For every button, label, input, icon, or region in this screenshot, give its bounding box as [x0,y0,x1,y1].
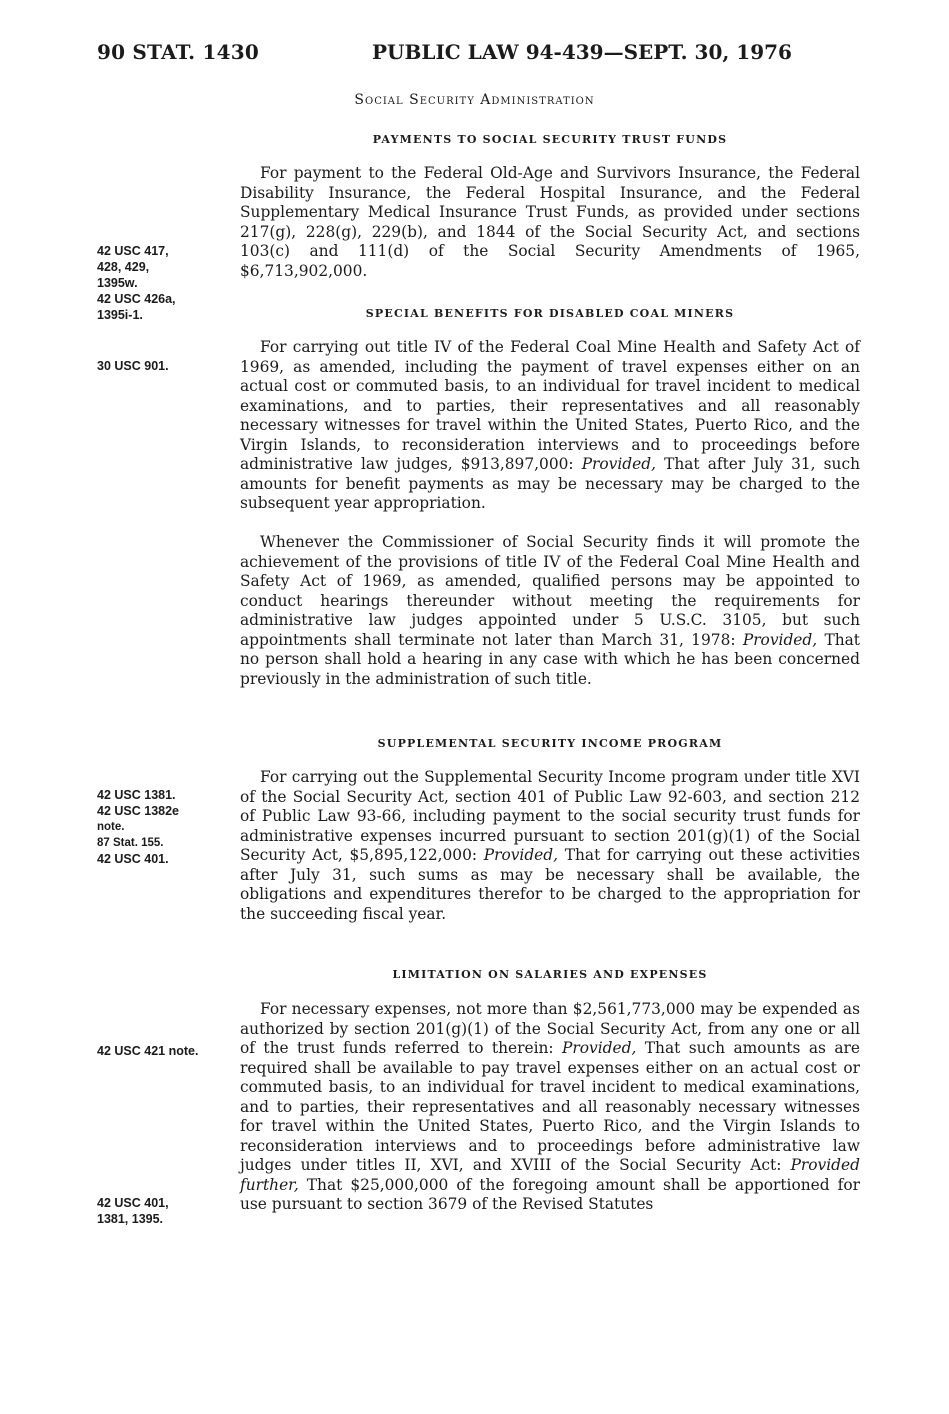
text-run: Whenever the Commissioner of Social Security finds it will promote the achievement of the provisions of title IV of the Federal Coal Mine Health and Safety Act of 1969, as amended, qualified persons may be appointed to conduct hearings thereunder without meeting the requirements for administrative law judges appointed under 5 U.S.C. 3105, but such appointments shall terminate not later than March 31, 1978: [240,533,860,649]
margin-note-line: 87 Stat. 155. [97,837,164,849]
law-title: PUBLIC LAW 94-439—SEPT. 30, 1976 [372,40,792,64]
margin-note-line: 30 USC 901. [97,359,169,373]
section-paragraph [240,1000,860,1215]
margin-note-line: note. [97,821,125,833]
text-run: For carrying out the Supplemental Security Income program under title XVI of the Social Security Act, section 401 of Public Law 92-603, and section 212 of Public Law 93-66, including payment to the social security trust funds for administrative expenses incurred pursuant to section 201(g)(1) of the Social Security Act, $5,895,122,000: [240,768,860,864]
proviso-italic: Provided, [581,455,656,473]
margin-note [97,1043,227,1059]
margin-note-line: 42 USC 417, [97,244,169,258]
text-run: That for carrying out these activities after July 31, such sums as may be necessary shall be available, the obligations and expenditures therefor to be charged to the appropriation for the succeeding fiscal year. [240,846,861,923]
margin-note-line: 1395i-1. [97,308,143,322]
margin-note [97,358,227,374]
section-heading: LIMITATION ON SALARIES AND EXPENSES [392,968,708,981]
stat-citation: 90 STAT. 1430 [97,40,259,64]
section-heading: PAYMENTS TO SOCIAL SECURITY TRUST FUNDS [372,133,728,146]
section-paragraph [240,338,860,514]
proviso-italic: Provided further, [240,1156,860,1194]
margin-note [97,243,227,323]
section-paragraph [240,533,860,689]
proviso-italic: Provided, [483,846,559,864]
text-run: That no person shall hold a hearing in any case with which he has been concerned previously in the administration of such title. [240,630,860,688]
margin-note-line: 42 USC 1382e [97,804,180,818]
section-paragraph: For payment to the Federal Old-Age and Survivors Insurance, the Federal Disability Insurance, the Federal Hospital Insurance, and the Federal Supplementary Medical Insurance Trust Funds, as provided under sections 217(g), 228(g), 229(b), and 1844 of the Social Security Act, and sections 103(c) and 111(d) of the Social Security Amendments of 1965, $6,713,902,000. [240,164,860,280]
text-run: That such amounts as are required shall be available to pay travel expenses either on an actual cost or commuted basis, to an individual for travel incident to medical examinations, and to parties, their representatives and all reasonably necessary witnesses for travel within the United States, Puerto Rico, and the Virgin Islands to reconsideration interviews and to proceedings before administrative law judges under titles II, XVI, and XVIII of the Social Security Act: [240,1039,860,1174]
margin-note-line: 42 USC 426a, [97,292,176,306]
margin-note-line: 1381, 1395. [97,1212,164,1226]
text-run: For necessary expenses, not more than $2,561,773,000 may be expended as authorized by section 201(g)(1) of the Social Security Act, from any one or all of the trust funds referred to therein: [240,1000,860,1057]
margin-note-line: 1395w. [97,276,138,290]
proviso-italic: Provided, [562,1039,637,1057]
margin-note-line: 42 USC 1381. [97,788,176,802]
page-header [0,40,949,72]
section-heading: SUPPLEMENTAL SECURITY INCOME PROGRAM [377,737,723,750]
margin-note-line: 42 USC 421 note. [97,1044,199,1058]
text-run: That after July 31, such amounts for benefit payments as may be necessary may be charged to the subsequent year appropriation. [240,455,860,512]
agency-heading: Social Security Administration [354,92,595,108]
section-paragraph [240,768,860,924]
text-run: That $25,000,000 of the foregoing amount shall be apportioned for use pursuant to section 3679 of the Revised Statutes [240,1175,860,1213]
margin-note-line: 42 USC 401, [97,1196,169,1210]
margin-note [97,787,227,867]
margin-note [97,1195,227,1227]
margin-note-line: 428, 429, [97,260,150,274]
section-heading: SPECIAL BENEFITS FOR DISABLED COAL MINERS [365,307,735,320]
proviso-italic: Provided, [742,630,818,649]
margin-note-line: 42 USC 401. [97,852,169,866]
text-run: For carrying out title IV of the Federal Coal Mine Health and Safety Act of 1969, as amended, including the payment of travel expenses either on an actual cost or commuted basis, to an individual for travel incident to medical examinations, and to parties, their representatives and all reasonably necessary witnesses for travel within the United States, Puerto Rico, and the Virgin Islands, to reconsideration interviews and to proceedings before administrative law judges, $913,897,000: [240,338,860,473]
